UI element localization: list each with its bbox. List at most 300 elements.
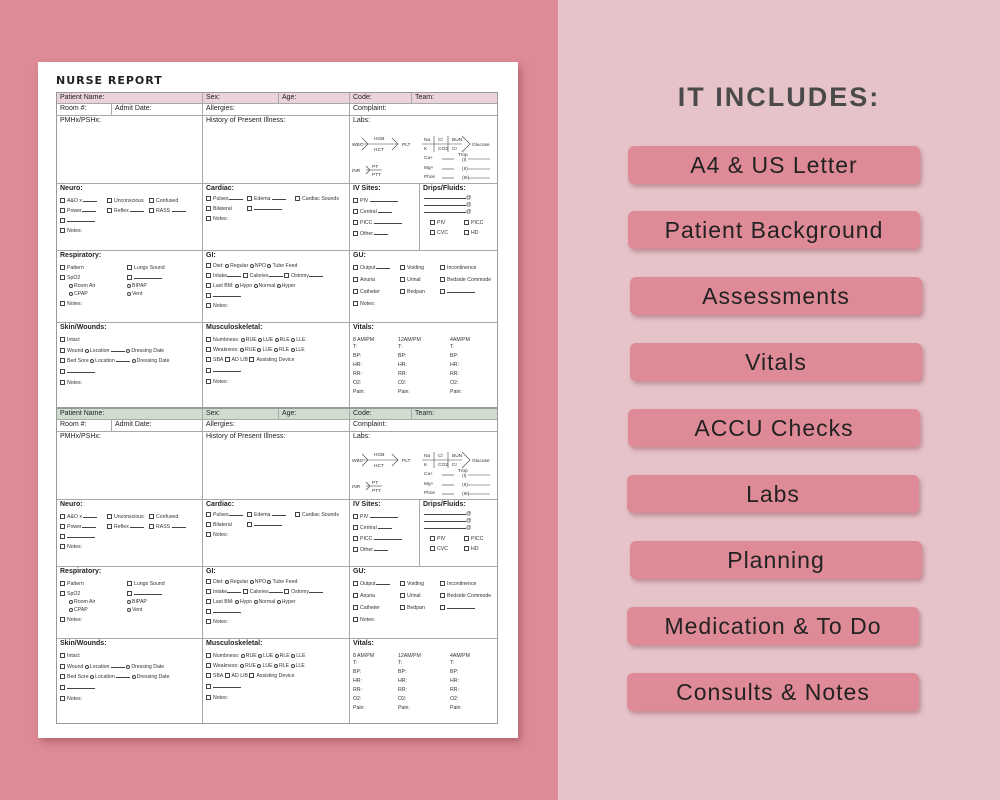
vitals-row-label: T: (398, 660, 403, 666)
checkbox[interactable] (206, 522, 211, 527)
radio[interactable] (250, 580, 254, 584)
checkbox[interactable] (60, 301, 65, 306)
checkbox[interactable] (60, 198, 65, 203)
radio[interactable] (90, 675, 94, 679)
checkbox[interactable] (353, 593, 358, 598)
complaint-cell: Complaint: (350, 420, 497, 432)
vitals-row-label: RR: (450, 371, 459, 377)
lab-plt: PLT (402, 143, 411, 148)
checkbox[interactable] (353, 514, 358, 519)
checkbox[interactable] (206, 673, 211, 678)
vitals-time-header: 8 AM/PM (353, 653, 375, 659)
lab-inr: INR (352, 169, 361, 174)
lab-co2: CO2 (438, 147, 448, 152)
radio[interactable] (275, 338, 279, 342)
vitals-row-label: O2: (353, 380, 362, 386)
checkbox[interactable] (60, 617, 65, 622)
checkbox[interactable] (206, 653, 211, 658)
lab-ptt: PTT (372, 489, 382, 494)
checkbox[interactable] (206, 263, 211, 268)
lab-phos: Phos (424, 175, 435, 180)
checkbox[interactable] (107, 198, 112, 203)
checkbox[interactable] (430, 220, 435, 225)
radio[interactable] (257, 348, 261, 352)
radio[interactable] (126, 349, 130, 353)
checkbox[interactable] (60, 358, 65, 363)
radio[interactable] (258, 654, 262, 658)
checkbox[interactable] (206, 303, 211, 308)
radio[interactable] (69, 600, 73, 604)
allergies-cell: Allergies: (203, 104, 350, 116)
checkbox[interactable] (107, 514, 112, 519)
cardiac-section: Cardiac: Pulses Edema Cardiac Sounds Bilateral Notes: (203, 500, 350, 567)
radio[interactable] (235, 600, 239, 604)
radio[interactable] (225, 580, 229, 584)
checkbox[interactable] (353, 536, 358, 541)
checkbox[interactable] (127, 275, 132, 280)
report-block-2 (56, 408, 498, 724)
lab-trop-3: (III) (462, 492, 470, 497)
lab-k: K (424, 463, 428, 468)
room-cell: Room #: (57, 104, 112, 116)
checkbox[interactable] (206, 512, 211, 517)
vitals-time-header: 12AM/PM (398, 653, 421, 659)
checkbox[interactable] (440, 277, 445, 282)
includes-item: Vitals (630, 343, 922, 381)
checkbox[interactable] (149, 514, 154, 519)
vitals-section: Vitals: 8 AM/PM T: BP: HR: RR: O2: Pain: 12AM/PM T: BP: HR: RR: O2: Pain: 4AM/PM T: BP: HR: RR: O2: Pain: (353, 640, 470, 711)
includes-item: Planning (630, 541, 922, 579)
includes-item: ACCU Checks (628, 409, 920, 447)
checkbox[interactable] (206, 684, 211, 689)
gi-section: GI: Diet: Regular NPO Tube Feed Intake Calories Ostomy Last BM: Hypo Normal Hyper Notes: (203, 567, 350, 639)
room-cell: Room #: (57, 420, 112, 432)
checkbox[interactable] (243, 589, 248, 594)
radio[interactable] (258, 338, 262, 342)
checkbox[interactable] (60, 228, 65, 233)
vitals-row-label: Pain: (398, 705, 410, 711)
checkbox[interactable] (206, 589, 211, 594)
vitals-row-label: Pain: (398, 389, 410, 395)
checkbox[interactable] (60, 348, 65, 353)
lab-cr: Cr (452, 147, 458, 152)
radio[interactable] (225, 264, 229, 268)
lab-trop: Trop (458, 469, 468, 474)
checkbox[interactable] (60, 208, 65, 213)
includes-item: Assessments (630, 277, 922, 315)
vitals-row-label: O2: (398, 696, 407, 702)
lab-trop-2: (II) (462, 483, 468, 488)
lab-mg: Mg+ (424, 166, 434, 171)
checkbox[interactable] (353, 198, 358, 203)
drips-section: Drips/Fluids: @ @ @ PIV PICC CVC HD (420, 184, 497, 251)
pmhx-cell: PMHx/PSHx: (57, 432, 203, 500)
checkbox[interactable] (60, 653, 65, 658)
age-cell: Age: (279, 409, 350, 420)
code-cell: Code: (350, 93, 412, 104)
lab-na: Na (424, 138, 431, 143)
checkbox[interactable] (353, 581, 358, 586)
checkbox[interactable] (430, 230, 435, 235)
checkbox[interactable] (247, 512, 252, 517)
checkbox[interactable] (206, 216, 211, 221)
includes-item: A4 & US Letter (628, 146, 920, 184)
radio[interactable] (274, 348, 278, 352)
labs-cell: Labs: WBC HGB HCT PLT Na Cl BUN K CO2 Cr Glucose INR PT PTT Ca+ Mg+ Phos Trop (I) (II) (III) (350, 432, 497, 500)
lab-fishbone-diagram (350, 116, 497, 184)
checkbox[interactable] (400, 289, 405, 294)
iv-sites-section: IV Sites: PIV Central PICC Other (350, 500, 420, 567)
vitals-row-label: BP: (450, 353, 459, 359)
age-cell: Age: (279, 93, 350, 104)
drips-section: Drips/Fluids: @ @ @ PIV PICC CVC HD (420, 500, 497, 567)
hpi-cell: History of Present Illness: (203, 432, 350, 500)
lab-glucose: Glucose (472, 143, 490, 148)
lab-ptt: PTT (372, 173, 382, 178)
checkbox[interactable] (60, 581, 65, 586)
vitals-row-label: BP: (398, 669, 407, 675)
checkbox[interactable] (440, 605, 445, 610)
radio[interactable] (85, 349, 89, 353)
neuro-section: Neuro: A&O x Unconscious Confused Power Reflex RASS Notes: (57, 184, 203, 251)
radio[interactable] (69, 292, 73, 296)
nurse-report-sheet (38, 62, 518, 738)
lab-trop-2: (II) (462, 167, 468, 172)
lab-ca: Ca+ (424, 472, 433, 477)
lab-hct: HCT (374, 464, 384, 469)
checkbox[interactable] (206, 619, 211, 624)
radio[interactable] (127, 292, 131, 296)
checkbox[interactable] (284, 273, 289, 278)
checkbox[interactable] (353, 209, 358, 214)
checkbox[interactable] (353, 231, 358, 236)
vitals-row-label: T: (398, 344, 403, 350)
lab-pt: PT (372, 165, 379, 170)
checkbox[interactable] (60, 265, 65, 270)
vitals-row-label: T: (353, 344, 358, 350)
respiratory-section: Respiratory: Pattern Lungs Sound SpO2 Room Air BIPAP CPAP Vent Notes: (57, 251, 203, 323)
lab-na: Na (424, 454, 431, 459)
admit-date-cell: Admit Date: (112, 420, 203, 432)
checkbox[interactable] (60, 337, 65, 342)
radio[interactable] (85, 665, 89, 669)
checkbox[interactable] (206, 695, 211, 700)
checkbox[interactable] (60, 524, 65, 529)
checkbox[interactable] (206, 609, 211, 614)
vitals-row-label: RR: (398, 687, 407, 693)
radio[interactable] (254, 284, 258, 288)
radio[interactable] (267, 264, 271, 268)
checkbox[interactable] (149, 198, 154, 203)
vitals-section: Vitals: 8 AM/PM T: BP: HR: RR: O2: Pain: 12AM/PM T: BP: HR: RR: O2: Pain: 4AM/PM T: BP: HR: RR: O2: Pain: (353, 324, 470, 395)
checkbox[interactable] (127, 265, 132, 270)
checkbox[interactable] (247, 196, 252, 201)
radio[interactable] (241, 338, 245, 342)
vitals-time-header: 8 AM/PM (353, 337, 375, 343)
radio[interactable] (240, 348, 244, 352)
radio[interactable] (235, 284, 239, 288)
checkbox[interactable] (60, 696, 65, 701)
checkbox[interactable] (206, 599, 211, 604)
checkbox[interactable] (353, 605, 358, 610)
vitals-row-label: O2: (353, 696, 362, 702)
vitals-time-header: 4AM/PM (450, 653, 470, 659)
radio[interactable] (241, 654, 245, 658)
checkbox[interactable] (60, 674, 65, 679)
respiratory-section: Respiratory: Pattern Lungs Sound SpO2 Room Air BIPAP CPAP Vent Notes: (57, 567, 203, 639)
checkbox[interactable] (284, 589, 289, 594)
checkbox[interactable] (353, 265, 358, 270)
checkbox[interactable] (206, 368, 211, 373)
radio[interactable] (127, 284, 131, 288)
radio[interactable] (275, 654, 279, 658)
hpi-cell: History of Present Illness: (203, 116, 350, 184)
checkbox[interactable] (60, 514, 65, 519)
code-cell: Code: (350, 409, 412, 420)
lab-glucose: Glucose (472, 459, 490, 464)
sheet-title: NURSE REPORT (56, 74, 163, 87)
cardiac-section: Cardiac: Pulses Edema Cardiac Sounds Bilateral Notes: (203, 184, 350, 251)
lab-cl: Cl (438, 454, 443, 459)
radio[interactable] (240, 664, 244, 668)
checkbox[interactable] (440, 581, 445, 586)
radio[interactable] (90, 359, 94, 363)
checkbox[interactable] (225, 673, 230, 678)
checkbox[interactable] (353, 547, 358, 552)
checkbox[interactable] (60, 544, 65, 549)
checkbox[interactable] (247, 206, 252, 211)
admit-date-cell: Admit Date: (112, 104, 203, 116)
musculoskeletal-section: Musculoskeletal: Numbness: RUE LUE RLE LLE Weakness: RUE LUE RLE LLE SBA AD LIB Assisting Device Notes: (203, 639, 350, 723)
musculoskeletal-section: Musculoskeletal: Numbness: RUE LUE RLE LLE Weakness: RUE LUE RLE LLE SBA AD LIB Assisting Device Notes: (203, 323, 350, 407)
vitals-row-label: BP: (353, 353, 362, 359)
radio[interactable] (274, 664, 278, 668)
vitals-row-label: HR: (450, 362, 459, 368)
sex-cell: Sex: (203, 409, 279, 420)
radio[interactable] (250, 264, 254, 268)
vitals-row-label: BP: (353, 669, 362, 675)
checkbox[interactable] (353, 301, 358, 306)
vitals-row-label: HR: (398, 362, 407, 368)
checkbox[interactable] (206, 206, 211, 211)
lab-inr: INR (352, 485, 361, 490)
vitals-time-header: 4AM/PM (450, 337, 470, 343)
lab-trop-1: (I) (462, 474, 467, 479)
radio[interactable] (127, 600, 131, 604)
iv-sites-section: IV Sites: PIV Central PICC Other (350, 184, 420, 251)
checkbox[interactable] (247, 522, 252, 527)
checkbox[interactable] (400, 277, 405, 282)
vitals-row-label: RR: (398, 371, 407, 377)
neuro-section: Neuro: A&O x Unconscious Confused Power Reflex RASS Notes: (57, 500, 203, 567)
checkbox[interactable] (206, 273, 211, 278)
checkbox[interactable] (464, 546, 469, 551)
radio[interactable] (291, 348, 295, 352)
checkbox[interactable] (295, 512, 300, 517)
radio[interactable] (132, 359, 136, 363)
vitals-row-label: O2: (450, 380, 459, 386)
lab-hgb: HGB (374, 137, 385, 142)
includes-item: Consults & Notes (627, 673, 919, 711)
lab-hct: HCT (374, 148, 384, 153)
vitals-row-label: T: (353, 660, 358, 666)
patient-name-cell: Patient Name: (57, 409, 203, 420)
allergies-cell: Allergies: (203, 420, 350, 432)
checkbox[interactable] (127, 581, 132, 586)
checkbox[interactable] (60, 685, 65, 690)
patient-name-cell: Patient Name: (57, 93, 203, 104)
checkbox[interactable] (60, 591, 65, 596)
checkbox[interactable] (225, 357, 230, 362)
vitals-row-label: HR: (353, 362, 362, 368)
radio[interactable] (277, 284, 281, 288)
lab-trop: Trop (458, 153, 468, 158)
vitals-row-label: Pain: (353, 389, 365, 395)
checkbox[interactable] (206, 293, 211, 298)
checkbox[interactable] (206, 379, 211, 384)
gu-section: GU: Output Voiding Incontinence Anuria Urinal Bedside Commode Catheter Bedpan Notes: (350, 567, 497, 639)
lab-wbc: WBC (352, 459, 364, 464)
radio[interactable] (291, 664, 295, 668)
lab-bun: BUN (452, 138, 463, 143)
gi-section: GI: Diet: Regular NPO Tube Feed Intake Calories Ostomy Last BM: Hypo Normal Hyper Notes: (203, 251, 350, 323)
checkbox[interactable] (206, 196, 211, 201)
checkbox[interactable] (60, 534, 65, 539)
vitals-row-label: O2: (398, 380, 407, 386)
includes-item: Labs (627, 475, 919, 513)
report-block-1 (56, 92, 498, 408)
radio[interactable] (277, 600, 281, 604)
checkbox[interactable] (295, 196, 300, 201)
checkbox[interactable] (107, 208, 112, 213)
includes-item: Medication & To Do (627, 607, 919, 645)
checkbox[interactable] (400, 581, 405, 586)
vitals-row-label: O2: (450, 696, 459, 702)
checkbox[interactable] (440, 289, 445, 294)
gu-section: GU: Output Voiding Incontinence Anuria Urinal Bedside Commode Catheter Bedpan Notes: (350, 251, 497, 323)
radio[interactable] (254, 600, 258, 604)
checkbox[interactable] (440, 593, 445, 598)
vitals-row-label: HR: (450, 678, 459, 684)
checkbox[interactable] (243, 273, 248, 278)
checkbox[interactable] (464, 230, 469, 235)
checkbox[interactable] (206, 357, 211, 362)
vitals-row-label: RR: (450, 687, 459, 693)
checkbox[interactable] (400, 265, 405, 270)
checkbox[interactable] (249, 673, 254, 678)
radio[interactable] (257, 664, 261, 668)
checkbox[interactable] (107, 524, 112, 529)
lab-plt: PLT (402, 459, 411, 464)
checkbox[interactable] (249, 357, 254, 362)
vitals-row-label: RR: (353, 687, 362, 693)
radio[interactable] (267, 580, 271, 584)
vitals-row-label: HR: (398, 678, 407, 684)
checkbox[interactable] (430, 546, 435, 551)
lab-hgb: HGB (374, 453, 385, 458)
complaint-cell: Complaint: (350, 104, 497, 116)
lab-phos: Phos (424, 491, 435, 496)
team-cell: Team: (412, 93, 497, 104)
checkbox[interactable] (353, 277, 358, 282)
checkbox[interactable] (206, 579, 211, 584)
lab-k: K (424, 147, 428, 152)
checkbox[interactable] (206, 347, 211, 352)
radio[interactable] (69, 608, 73, 612)
checkbox[interactable] (127, 591, 132, 596)
checkbox[interactable] (149, 524, 154, 529)
checkbox[interactable] (353, 617, 358, 622)
vitals-row-label: T: (450, 344, 455, 350)
includes-heading: IT INCLUDES: (677, 82, 881, 112)
checkbox[interactable] (430, 536, 435, 541)
vitals-row-label: HR: (353, 678, 362, 684)
vitals-row-label: Pain: (353, 705, 365, 711)
checkbox[interactable] (60, 380, 65, 385)
lab-pt: PT (372, 481, 379, 486)
checkbox[interactable] (353, 525, 358, 530)
checkbox[interactable] (400, 593, 405, 598)
checkbox[interactable] (206, 532, 211, 537)
checkbox[interactable] (353, 220, 358, 225)
checkbox[interactable] (206, 283, 211, 288)
pmhx-cell: PMHx/PSHx: (57, 116, 203, 184)
checkbox[interactable] (60, 369, 65, 374)
skin-wounds-section: Skin/Wounds: Intact Wound Location Dressing Date Bed Sore Location Dressing Date Notes: (57, 323, 203, 407)
lab-trop-3: (III) (462, 176, 470, 181)
checkbox[interactable] (60, 275, 65, 280)
radio[interactable] (291, 654, 295, 658)
checkbox[interactable] (464, 536, 469, 541)
lab-bun: BUN (452, 454, 463, 459)
lab-mg: Mg+ (424, 482, 434, 487)
lab-trop-1: (I) (462, 158, 467, 163)
checkbox[interactable] (206, 337, 211, 342)
checkbox[interactable] (400, 605, 405, 610)
vitals-row-label: RR: (353, 371, 362, 377)
lab-fishbone-diagram (350, 432, 497, 500)
vitals-row-label: T: (450, 660, 455, 666)
checkbox[interactable] (206, 663, 211, 668)
lab-cl: Cl (438, 138, 443, 143)
vitals-row-label: BP: (450, 669, 459, 675)
lab-co2: CO2 (438, 463, 448, 468)
radio[interactable] (291, 338, 295, 342)
lab-wbc: WBC (352, 143, 364, 148)
includes-item: Patient Background (628, 211, 920, 249)
vitals-row-label: Pain: (450, 389, 462, 395)
checkbox[interactable] (353, 289, 358, 294)
checkbox[interactable] (60, 218, 65, 223)
checkbox[interactable] (440, 265, 445, 270)
radio[interactable] (69, 284, 73, 288)
sex-cell: Sex: (203, 93, 279, 104)
checkbox[interactable] (464, 220, 469, 225)
radio[interactable] (132, 675, 136, 679)
labs-cell: Labs: WBC HGB HCT PLT Na Cl BUN K CO2 Cr Glucose INR PT PTT Ca+ Mg+ Phos Trop (I) (II) (III) (350, 116, 497, 184)
vitals-row-label: Pain: (450, 705, 462, 711)
radio[interactable] (127, 608, 131, 612)
checkbox[interactable] (60, 664, 65, 669)
checkbox[interactable] (149, 208, 154, 213)
vitals-row-label: BP: (398, 353, 407, 359)
lab-cr: Cr (452, 463, 458, 468)
lab-ca: Ca+ (424, 156, 433, 161)
skin-wounds-section: Skin/Wounds: Intact Wound Location Dressing Date Bed Sore Location Dressing Date Notes: (57, 639, 203, 723)
team-cell: Team: (412, 409, 497, 420)
radio[interactable] (126, 665, 130, 669)
vitals-time-header: 12AM/PM (398, 337, 421, 343)
